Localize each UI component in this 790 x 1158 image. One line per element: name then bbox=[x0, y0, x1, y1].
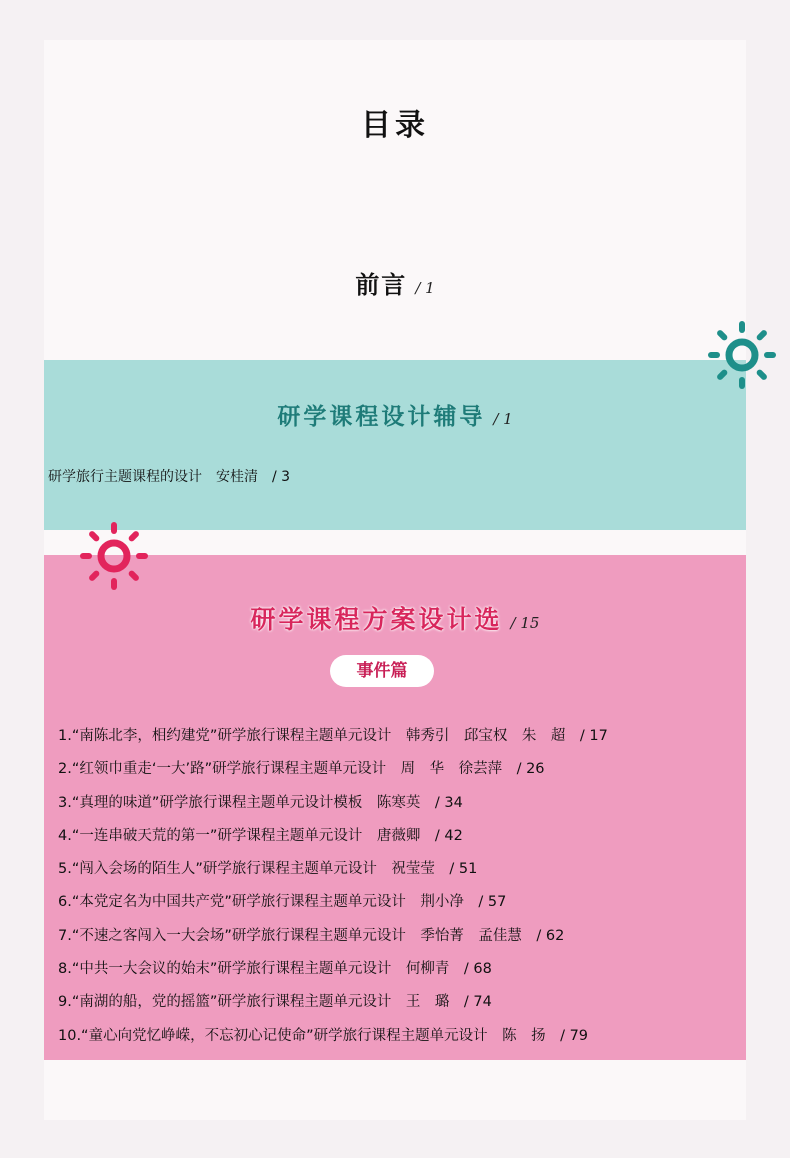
toc-title: 目录 bbox=[361, 108, 429, 143]
toc-entry: 5.“闯入会场的陌生人”研学旅行课程主题单元设计 祝莹莹 / 51 bbox=[58, 861, 478, 878]
toc-entry: 7.“不速之客闯入一大会场”研学旅行课程主题单元设计 季怡菁 孟佳慧 / 62 bbox=[58, 927, 565, 944]
section-guidance-title: 研学课程设计辅导 bbox=[277, 404, 486, 430]
section-guidance bbox=[44, 360, 746, 530]
teal-sun-icon bbox=[702, 315, 782, 395]
toc-entry: 8.“中共一大会议的始末”研学旅行课程主题单元设计 何柳青 / 68 bbox=[58, 961, 492, 978]
section-plans-page: / 15 bbox=[510, 614, 540, 632]
section-plans-title: 研学课程方案设计选 bbox=[250, 605, 503, 634]
section-plans-heading bbox=[44, 600, 746, 636]
section-guidance-entry: 研学旅行主题课程的设计 安桂清 / 3 bbox=[48, 469, 291, 485]
toc-entry: 2.“红领巾重走‘一大’路”研学旅行课程主题单元设计 周 华 徐芸萍 / 26 bbox=[58, 761, 545, 778]
preface-line bbox=[0, 265, 790, 300]
section-guidance-heading bbox=[44, 398, 746, 431]
subsection-badge: 事件篇 bbox=[330, 655, 434, 687]
pink-sun-icon bbox=[74, 516, 154, 596]
toc-entry: 6.“本党定名为中国共产党”研学旅行课程主题单元设计 荆小净 / 57 bbox=[58, 894, 507, 911]
toc-entry: 3.“真理的味道”研学旅行课程主题单元设计模板 陈寒英 / 34 bbox=[58, 794, 463, 811]
toc-entry: 10.“童心向党忆峥嵘，不忘初心记使命”研学旅行课程主题单元设计 陈 扬 / 79 bbox=[58, 1027, 589, 1044]
preface-title: 前言 bbox=[355, 271, 408, 299]
toc-entry: 4.“一连串破天荒的第一”研学课程主题单元设计 唐薇卿 / 42 bbox=[58, 827, 463, 844]
toc-entries bbox=[58, 720, 738, 1053]
toc-entry: 9.“南湖的船，党的摇篮”研学旅行课程主题单元设计 王 璐 / 74 bbox=[58, 994, 492, 1011]
preface-page: / 1 bbox=[415, 279, 435, 297]
section-guidance-page: / 1 bbox=[493, 410, 513, 428]
section-plans bbox=[44, 555, 746, 1060]
toc-entry: 1.“南陈北李，相约建党”研学旅行课程主题单元设计 韩秀引 邱宝权 朱 超 / 17 bbox=[58, 728, 608, 744]
